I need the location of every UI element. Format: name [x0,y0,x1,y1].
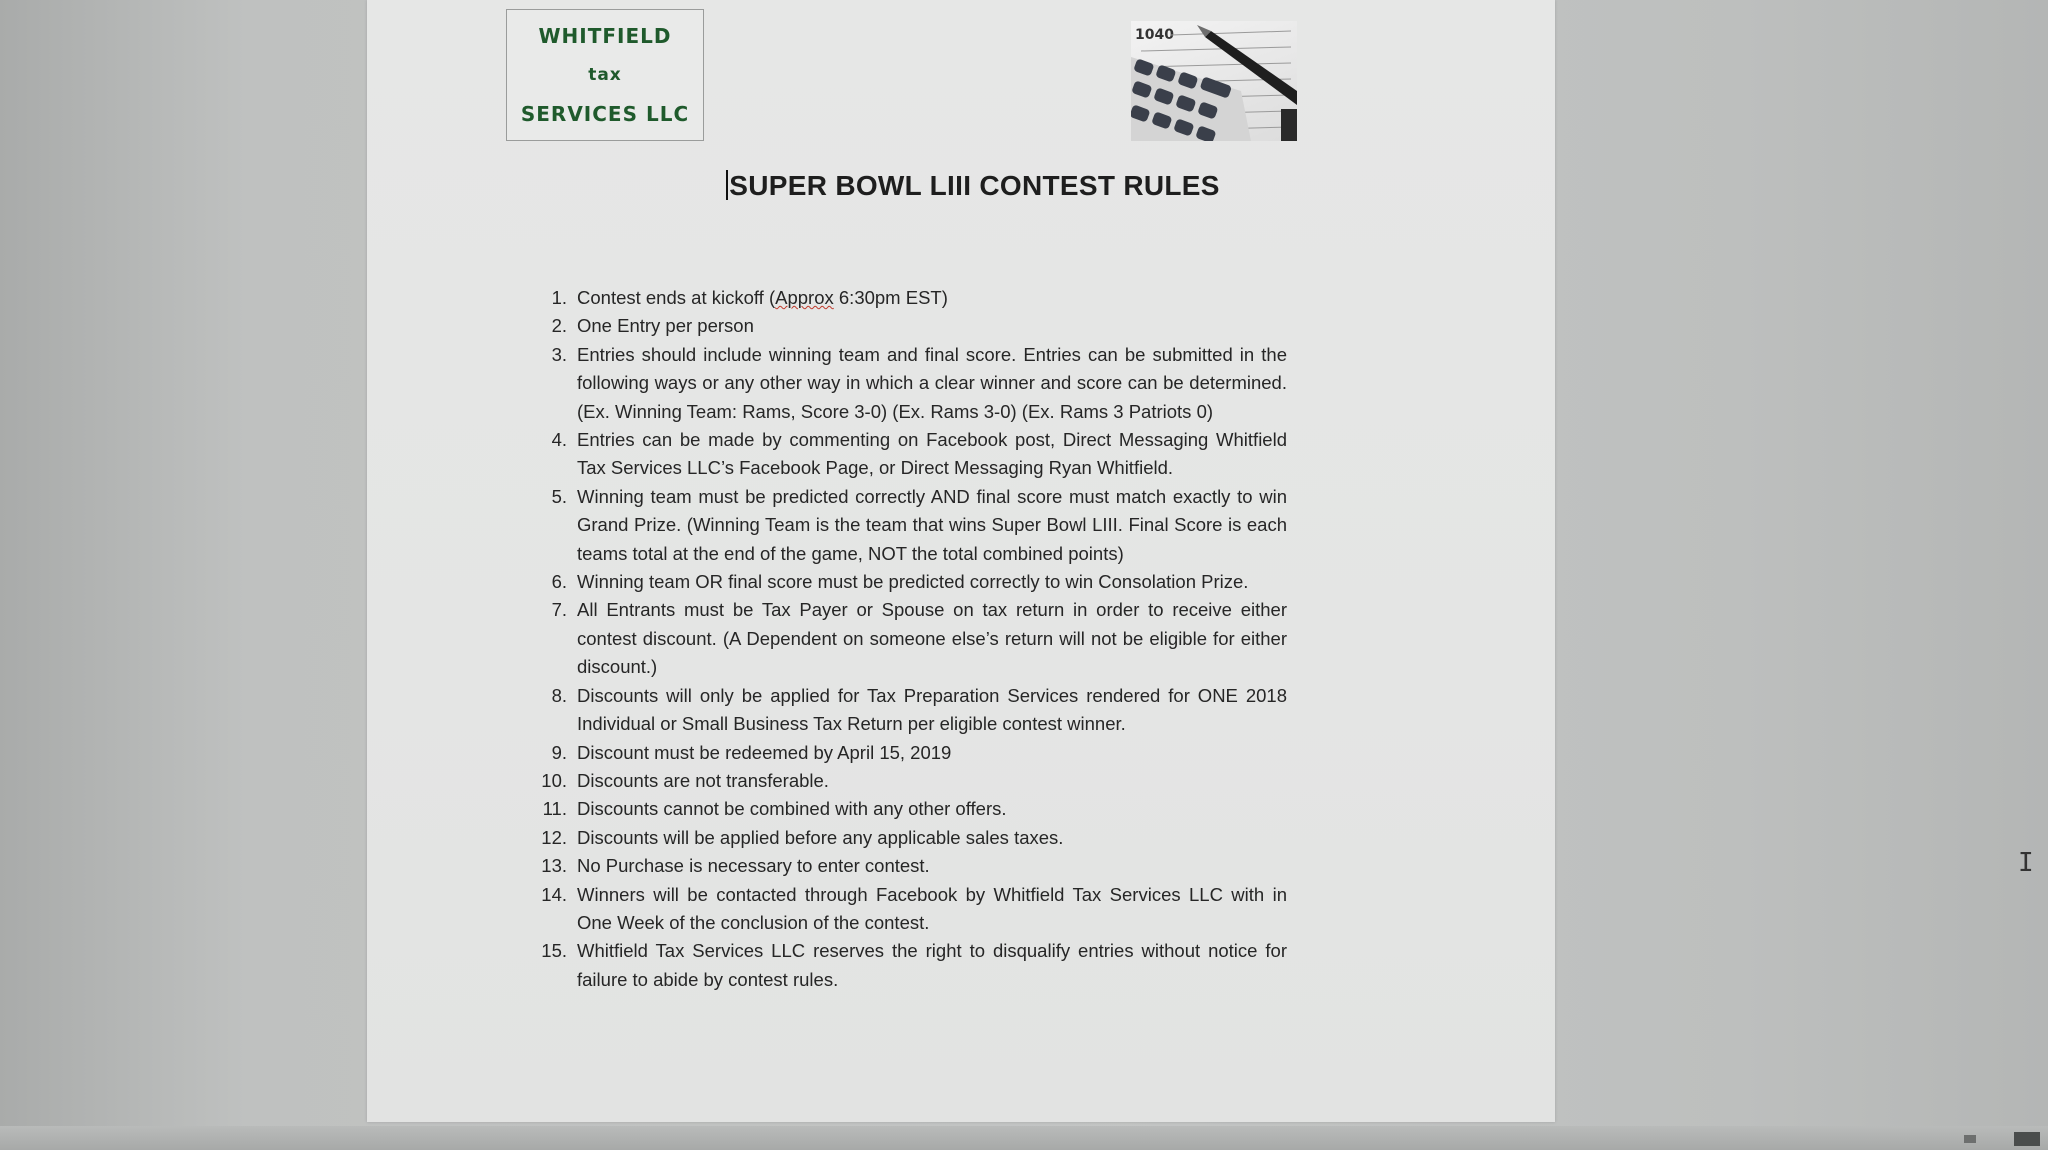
logo-line-2: tax [588,64,622,85]
tax-form-image [1131,21,1297,141]
list-item-number: 11. [542,798,567,820]
form-number-label: 1040 [1135,27,1174,43]
calculator-pen-icon [1131,21,1297,141]
text-cursor [726,170,728,200]
list-item [527,824,1287,852]
taskbar [0,1126,2048,1150]
list-item-number: 10. [541,769,567,791]
tray-speaker-icon[interactable] [1962,1131,1978,1147]
list-item [527,795,1287,823]
list-item [527,568,1287,596]
list-item-number: 13. [541,855,567,877]
list-item-text: One Entry per person [577,315,754,337]
list-item-number: 15. [541,940,567,962]
logo-line-1: WHITFIELD [538,24,672,49]
list-item-number: 9. [551,741,567,763]
company-logo [506,9,704,141]
list-item-number: 5. [551,485,567,507]
logo-line-3: SERVICES LLC [520,101,690,126]
list-item-number: 7. [551,599,567,621]
list-item-number: 2. [551,315,567,337]
list-item-text: Entries should include winning team and final score. Entries can be submitted in the following ways or any other way in which a clear winner and score can be determined. (Ex. Winning Team: Rams, Score 3-0) (Ex. Rams 3-0) (Ex. Rams 3 Patriots 0) [577,343,1287,422]
list-item [527,483,1287,568]
list-item-number: 3. [551,343,567,365]
document-title[interactable] [367,170,1555,202]
tray-app-icon[interactable] [2012,1131,2042,1147]
list-item [527,312,1287,340]
list-item-text: Contest ends at kickoff ( [577,287,776,308]
list-item-number: 6. [551,571,567,593]
list-item-text: No Purchase is necessary to enter contest. [577,855,930,877]
list-item-number: 8. [551,684,567,706]
list-item-text: Discount must be redeemed by April 15, 2019 [577,741,952,763]
list-item-text: Winning team must be predicted correctly AND final score must match exactly to win Grand Prize. (Winning Team is the team that wins Super Bowl LIII. Final Score is each teams total at the end of the game, NOT the total combined points) [577,485,1287,564]
list-item-text: Entries can be made by commenting on Facebook post, Direct Messaging Whitfield Tax Services LLC’s Facebook Page, or Direct Messaging Ryan Whitfield. [577,429,1287,479]
list-item [527,881,1287,938]
list-item-text: Discounts will only be applied for Tax Preparation Services rendered for ONE 2018 Individual or Small Business Tax Return per eligible contest winner. [577,684,1287,735]
rules-list[interactable] [527,284,1287,994]
list-item [527,426,1287,483]
list-item-text: 6:30pm EST) [833,287,948,308]
list-item-text: Whitfield Tax Services LLC reserves the right to disqualify entries without notice for failure to abide by contest rules. [577,940,1287,990]
list-item [527,284,1287,312]
list-item [527,682,1287,739]
list-item [527,739,1287,767]
document-title-text: SUPER BOWL LIII CONTEST RULES [729,170,1220,201]
list-item-text: Winners will be contacted through Facebook by Whitfield Tax Services LLC with in One Week of the conclusion of the contest. [577,883,1287,933]
list-item [527,937,1287,994]
list-item [527,341,1287,426]
list-item-number: 1. [551,287,567,308]
list-item-text: Discounts are not transferable. [577,769,829,791]
list-item-text: Discounts will be applied before any applicable sales taxes. [577,826,1064,848]
document-page[interactable] [367,0,1555,1122]
list-item-number: 14. [541,883,567,905]
list-item-number: 12. [541,826,567,848]
list-item-text: Winning team OR final score must be predicted correctly to win Consolation Prize. [577,571,1249,593]
spellcheck-flagged-word[interactable]: Approx [775,287,834,308]
list-item [527,852,1287,880]
list-item-text: Discounts cannot be combined with any other offers. [577,798,1007,820]
ibeam-cursor-icon: I [2018,848,2034,878]
list-item-number: 4. [551,429,567,451]
list-item [527,767,1287,795]
list-item-text: All Entrants must be Tax Payer or Spouse on tax return in order to receive either contest discount. (A Dependent on someone else’s return will not be eligible for either discount.) [577,599,1287,678]
list-item [527,596,1287,681]
